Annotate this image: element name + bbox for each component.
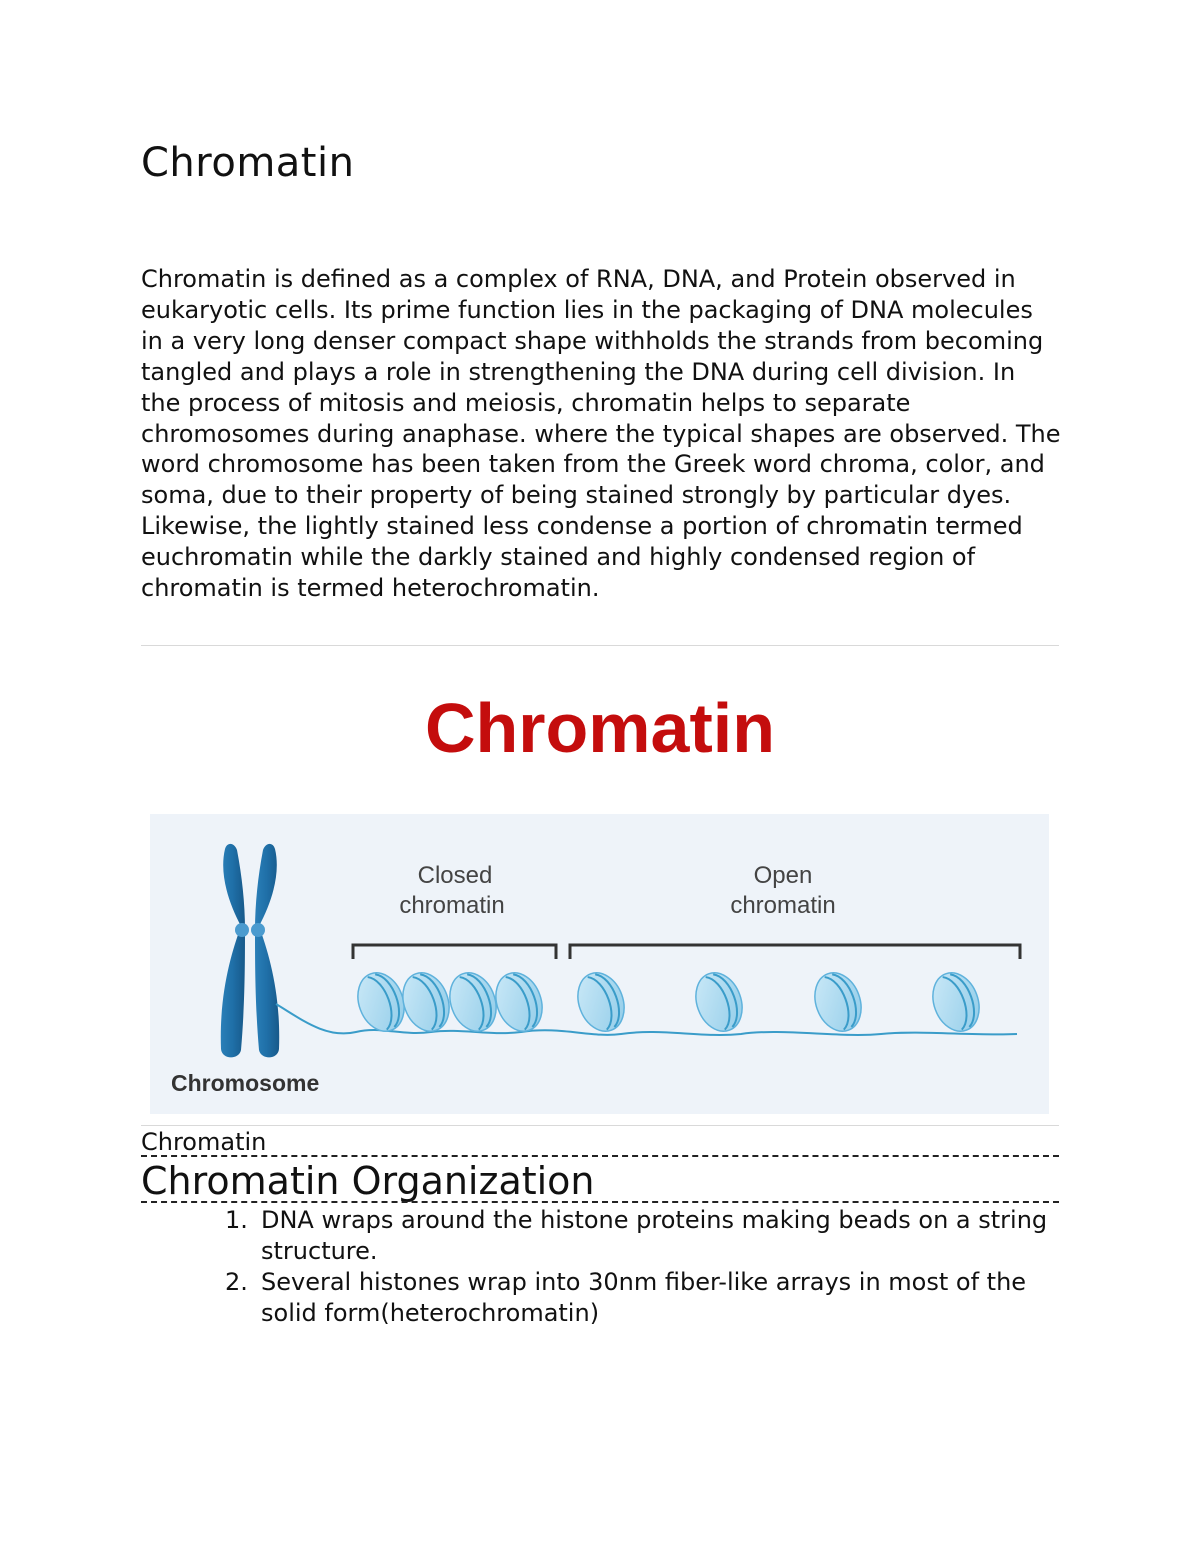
organization-list <box>141 1205 1061 1329</box>
chromatin-figure <box>141 664 1059 1124</box>
body-paragraph: Chromatin is defined as a complex of RNA, DNA, and Protein observed in eukaryotic cells. Its prime function lies in the packaging of DNA molecules in a very long denser compact shape withholds the strands from becoming tangled and plays a role in strengthening the DNA during cell division. In the process of mitosis and meiosis, chromatin helps to separate chromosomes during anaphase. where the typical shapes are observed. The word chromosome has been taken from the Greek word chroma, color, and soma, due to their property of being stained strongly by particular dyes. Likewise, the lightly stained less condense a portion of chromatin termed euchromatin while the darkly stained and highly condensed region of chromatin is termed heterochromatin. <box>141 265 1061 603</box>
chromosome-label: Chromosome <box>171 1070 320 1096</box>
document-title: Chromatin <box>141 140 355 186</box>
dashed-rule <box>141 1201 1059 1203</box>
dashed-rule <box>141 1155 1059 1157</box>
figure-caption: Chromatin <box>141 1128 267 1156</box>
figure-panel <box>150 814 1049 1114</box>
closed-chromatin-label-line2: chromatin <box>399 892 505 919</box>
list-item-text: Several histones wrap into 30nm fiber-like arrays in most of the solid form(heterochromatin) <box>261 1267 1027 1327</box>
section-heading: Chromatin Organization <box>141 1159 595 1203</box>
list-item-number: 1. <box>225 1206 248 1234</box>
figure-title: Chromatin <box>425 689 775 767</box>
list-item <box>141 1205 1061 1267</box>
open-chromatin-label-line1: Open <box>753 862 813 889</box>
section-divider <box>141 645 1059 646</box>
list-item-text: DNA wraps around the histone proteins making beads on a string structure. <box>261 1206 1048 1265</box>
list-item <box>141 1267 1061 1329</box>
chromatin-illustration <box>141 664 1059 1124</box>
list-item-number: 2. <box>225 1267 248 1296</box>
closed-chromatin-label-line1: Closed <box>417 862 493 889</box>
open-chromatin-label-line2: chromatin <box>730 892 836 919</box>
